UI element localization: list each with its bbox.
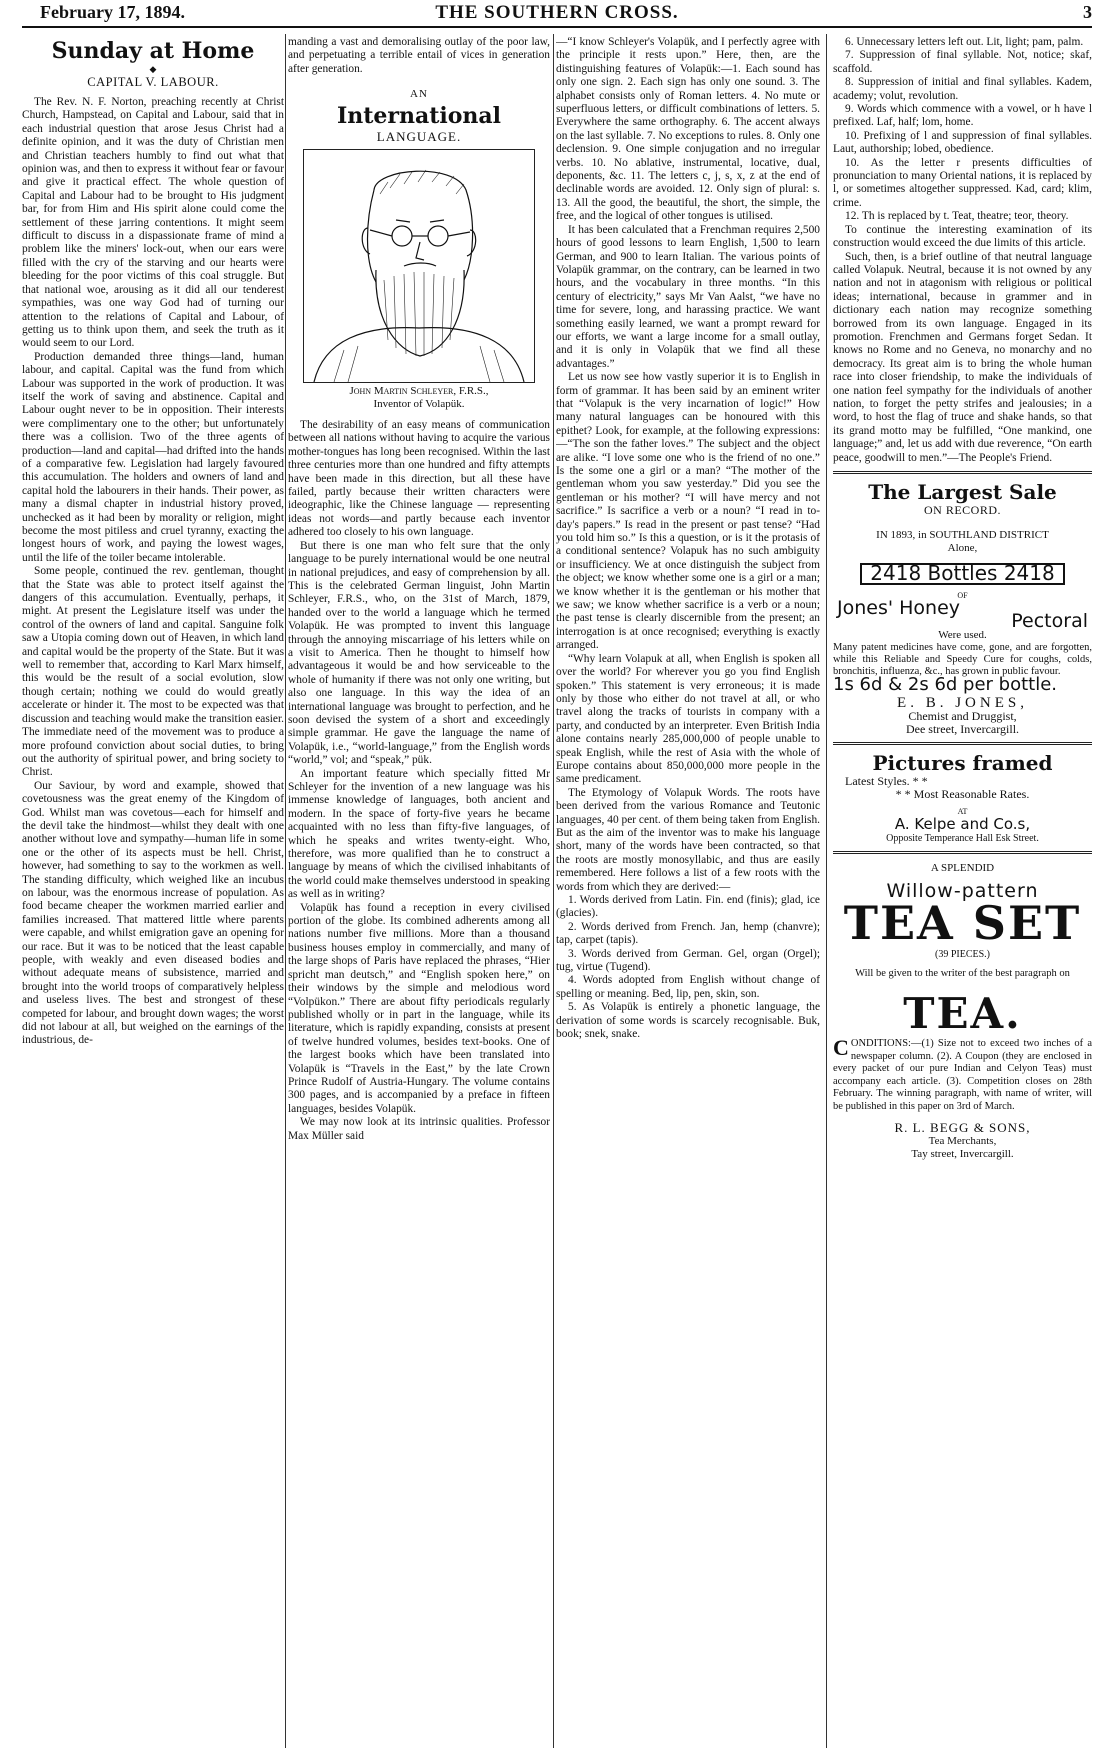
ad-line: Latest Styles. * * [845,774,928,789]
list-item: 10. As the letter r presents difficulties of pronunciation to many Oriental nations, it is replaced by l, or sometimes altogether suppressed. Kad, card; klim, crime. [833,156,1092,209]
list-item: 1. Words derived from Latin. Fin. end (finis); glad, ice (glacies). [556,894,820,920]
paragraph: An important feature which specially fitted Mr Schleyer for the invention of a new language was his immense knowledge of languages, both ancient and modern. In the space of forty-five years he became acquainted with no less than fifty-five languages, of which he speaks and writes twenty-eight. Who, therefore, was more qualified than he to construct a language by means of which the civilised inhabitants of the world could make themselves understood in speaking as well as in writing? [288,767,550,901]
portrait-caption [288,385,550,411]
column-divider [553,34,554,1748]
caption-name: John Martin Schleyer, F.R.S., [349,385,489,398]
list-item: 10. Prefixing of l and suppression of final syllables. Laut, authorship; lobed, obedience. [833,129,1092,156]
caption-role: Inventor of Volapük. [373,398,465,411]
ad-conditions [833,1035,1092,1113]
newspaper-title: THE SOUTHERN CROSS. [435,2,679,23]
ad-divider [833,742,1092,745]
ad-seller-role: Chemist and Druggist, [908,709,1017,724]
ad-body: Many patent medicines have come, gone, and are forgotten, while this Reliable and Speedy Cure for coughs, colds, bronchitis, influenza, &c., has grown in public favour. [833,641,1092,677]
list-item: 9. Words which commence with a vowel, or h have l prefixed. Laf, half; lom, home. [833,103,1092,129]
list-item: 3. Words derived from German. Gel, organ (Orgel); tug, virtue (Tugend). [556,947,820,974]
list-item: 12. Th is replaced by t. Teat, theatre; teor, theory. [845,210,1069,223]
paragraph: Our Saviour, by word and example, showed that covetousness was the great enemy of the Kingdom of God. Whilst man was covetous—each for himself and the devil take the hindmost—whilst they dealt with one another without love and sympathy—human life in some one or the other of its aspects must be hell. Christ, however, had something to say to the workmen as well. The standing difficulty, which weighed like an incubus on labour, was the enormous increase of population. As food became cheaper the workmen married earlier and families increased. That mattered little where parents were capable, and whilst emigration gave an opening for our race. But it was to be noticed that the least capable people, with weakly and even diseased bodies and without adequate means of subsistence, married and brought into the world troops of comparatively helpless and useless lives. The best and strongest of these competed for labour, and brought down wages; the worst did not labour at all, but weighed on the earnings of the industrious, de- [22,779,284,1047]
ad-bottles-box: 2418 Bottles 2418 [860,563,1064,584]
ad-teaset: TEA SET [843,896,1082,951]
column-2 [288,36,550,1748]
ad-product-name: Jones' Honey [837,596,961,619]
paragraph: It has been calculated that a Frenchman requires 2,500 hours of good lessons to learn English, 1,500 to learn German, and 900 to learn Italian. The various points of Volapük grammar, on the contrary, can be learned in two hours, and the vocabulary in three months. “In this century of electricity,” says Mr Van Aalst, “we have no time for severe, long, and harassing practice. We want something easily learned, we want a prompt reward for our efforts, we want a large income for a small outlay, and it is only in Volapük that we find all these advantages.” [556,223,820,370]
list-item: 4. Words adopted from English without change of spelling or meaning. Bed, lip, pen, skin, son. [556,974,820,1000]
ad-line: Were used. [938,628,987,641]
paragraph: Let us now see how vastly superior it is to English in form of grammar. It has been said by an eminent writer that “Volapuk is the very incarnation of logic!” How many natural languages can be honoured with this epithet? Look, for example, at the following expressions:—“The son the father loves.” The subject and the object are alike. “I love some one who is the friend of no one.” Is the some one a girl or a man? “The mother of the gentleman whom you saw yesterday.” Did you see the gentleman or his mother? “I will have mercy and not sacrifice.” Is sacrifice a verb or a noun? “I read in to-day's papers.” Is read in the present or past tense? “Had you told him so.” Is this a question, or is it the protasis of a conditional sentence? Volapuk has no such ambiguity or insufficiency. We at once distinguish the subject from the object; we know whether some one is a girl or a man; we know whether it is the gentleman or his mother that we saw; we know whether sacrifice is a verb or a noun; the past tense is clearly discernible from the present; an interrogation is at once recognised; everything is exactly arranged. [556,371,820,652]
paragraph: Some people, continued the rev. gentleman, thought that the State was able to protect itself against the dangers of this accumulation. Eventually, perhaps, it might. At present the Legislature itself was under the control of the owners of land and capital. Sanguine folk saw a Utopia coming down out of Heaven, in which land and capital would be the property of the State. But it was well to remember that, according to Karl Marx himself, this would be the result of a social evolution, slow though certain; nothing we could do would greatly accelerate or hinder it. The most to be expected was that discussion and teaching would make the transition easier. The immediate need of the movement was to produce a more profound conviction about social duties, to bring out the authority of spiritual power, and bring society to Christ. [22,565,284,779]
ad-line: IN 1893, in SOUTHLAND DISTRICT [876,529,1049,542]
ad-line: OF [957,590,968,600]
list-item: 7. Suppression of final syllable. Not, notice; skaf, scaffold. [833,49,1092,75]
ad-tea: TEA. [903,989,1022,1039]
ad-firm-role: Tea Merchants, [928,1134,997,1147]
list-item: 2. Words derived from French. Jan, hemp (chanvre); tap, carpet (tapis). [556,920,820,947]
ad-product-name: Pectoral [1011,610,1088,633]
ad-line: AT [957,807,968,817]
paragraph: “Why learn Volapuk at all, when English is spoken all over the world? For wherever you go you find English spoken.” This statement is very erroneous; it is made only by those who either do not travel at all, or who travel along the tracks of tourists in company with a party, and conducted by an interpreter. Even British India alone contains nearly 285,000,000 of people unable to speak English, while the rest of Asia with the whole of Europe contains about 850,000,000 more people in the same predicament. [556,652,820,786]
page-number: 3 [1083,2,1092,22]
ad-firm: R. L. BEGG & SONS, [894,1120,1031,1136]
ad-firm-address: Tay street, Invercargill. [911,1147,1014,1160]
issue-date: February 17, 1894. [40,2,185,22]
ad-price: 1s 6d & 2s 6d per bottle. [833,673,1058,695]
paragraph: The Rev. N. F. Norton, preaching recently at Christ Church, Hampstead, on Capital and Labour, said that in each industrial question that arose Jesus Christ had a definite opinion, and it was the duty of Christian men and Christian teachers humbly to find out what that opinion was, and then to express it without fear or favour and give it practical effect. The whole question of Capital and Labour had to be brought to His judgment bar, for from Him and His spirit alone could come the settlement of these jarring contentions. It might seem difficult to discuss in a dispassionate frame of mind a problem like the miners' lock-out, when our ears were filled with the cry of the starving and our hearts were bleeding for the poor victims of this coal struggle. But that national woe, arousing as it did all our tenderest sympathies, was one way God had of turning our attention to the relations of Capital and Labour, of getting us to think upon them, and seek the truth as it would seem to our Lord. [22,96,284,350]
list-item: 6. Unnecessary letters left out. Lit, light; pam, palm. [845,36,1084,48]
ad-seller-address: Dee street, Invercargill. [905,722,1020,737]
advertisement-pictures-framed [833,751,1092,844]
advertisement-tea-set [833,862,1092,1161]
article-heading-international: International [336,102,502,129]
ad-title: Pictures framed [872,751,1053,776]
list-item: 8. Suppression of initial and final syllables. Kadem, academy; volut, revolution. [833,76,1092,102]
ad-line: Will be given to the writer of the best paragraph on [855,968,1070,980]
portrait-illustration [303,149,535,383]
masthead [22,0,1092,28]
column-divider [826,34,827,1748]
ad-firm: A. Kelpe and Co.s, [894,815,1031,834]
ad-willow: Willow-pattern [886,879,1039,902]
paragraph: To continue the interesting examination of its construction would exceed the due limits of this article. [833,223,1092,250]
ad-seller: E. B. JONES, [897,695,1028,712]
paragraph: Production demanded three things—land, human labour, and capital. Capital was the fund from which Labour was supported in the work of production. It was itself the work of saving and abstinence. Capital and Labour ought never to be in opposition. Their interests were complimentary one to the other; but unfortunately there was a collision. Two of the three agents of production—land and capital—had drifted into the hands of a comparative few. Legislation had largely favoured this accumulation. The holders and owners of land and capital hold the labourers in their hands. Their power, as many a dismal chapter in industrial history proved, unchecked as it had been by morality or religion, might become the most pitiless and cruel tyranny, exacting the longest hours of work, and paying the lowest wages, until the life of the toiler became intolerable. [22,350,284,564]
article-heading-sunday-at-home: Sunday at Home [51,38,255,64]
paragraph: But there is one man who felt sure that the only language to be purely international would be one neutral in national prejudices, and easy of comprehension by all. This is the celebrated German linguist, John Martin Schleyer, F.R.S., who, on the 31st of March, 1879, handed over to the world a language which he termed Volapük. He was prompted to invent this language through the annoying miscarriage of his letters while on a visit to America. Then he thought to himself how advantageous it would be and how serviceable to the whole of humanity if there was not only one writing, but also one language. In this way the idea of an international language was brought to perfection, and he soon devised the system of a short and exceedingly simple grammar. He gave the language the name of Volapük, i.e., “world-language,” from the English words “world,” vol; and “speak,” pük. [288,539,550,767]
ad-divider [833,851,1092,854]
paragraph: Volapük has found a reception in every civilised portion of the globe. Its combined adherents among all nations number five millions. More than a thousand business houses employ in commercially, and many of the large shops of Paris have replaced the phrases, “Hier spricht man deutsch,” and “English spoken here,” on their windows by the simple and melodious word “Volpükon.” There are about fifty periodicals regularly published wholly or in part in the language, while its literature, which is rapidly expanding, consists at present of twelve hundred volumes, besides text-books. One of the largest books which have been translated into Volapük is “Travels in the East,” by the late Crown Prince Rudolf of Austria-Hungary. The volume contains 300 pages, and is accompanied by a preface in fifteen languages, besides Volapük. [288,901,550,1115]
advertisement-jones-honey [833,480,1092,736]
article-kicker: AN [410,88,428,101]
paragraph-continuation: manding a vast and demoralising outlay of the poor law, and perpetuating a terrible entail of vices in generation after generation. [288,36,550,75]
paragraph: We may now look at its intrinsic qualities. Professor Max Müller said [288,1116,550,1142]
ad-line: * * Most Reasonable Rates. [895,787,1030,802]
article-heading-language: LANGUAGE. [376,128,462,144]
ad-line: A SPLENDID [930,861,995,874]
column-4 [833,36,1092,1748]
paragraph: The Etymology of Volapuk Words. The roots have been derived from the various Romance and Teutonic languages, 40 per cent. of them being taken from English. But as the aim of the inventor was to make his language short, many of the words have been contracted, so that the roots are mostly monosyllabic, and thus are easily remembered. Here follows a list of a few roots with the words from which they are derived:— [556,786,820,893]
ad-subtitle: ON RECORD. [923,503,1001,517]
dropcap: C [833,1035,849,1061]
paragraph: —“I know Schleyer's Volapük, and I perfectly agree with the principle it rests upon.” Here, then, are the distinguishing features of Volapük:—1. Each sound has only one sign. 2. Each sign has only one sound. 3. The alphabet consists only of Roman letters. 4. No mute or superfluous letters, or difficult combinations of letters. 5. Everywhere the same orthography. 6. The accent always on the last syllable. 7. No exceptions to rules. 8. Only one declension. 9. One simple conjugation and no irregular verbs. 10. No ablative, instrumental, locative, dual, deponents, &c. 11. The letters c, j, s, x, z at the end of declinable words are avoided. 12. Only sign of plural: s. 13. All the good, the beautiful, the short, the simple, the free, and the logical of other tongues is utilised. [556,36,820,223]
paragraph: The desirability of an easy means of communication between all nations without having to acquire the various mother-tongues has long been recognised. Within the last three centuries more than one hundred and fifty attempts have been made in this direction, but all these have failed, partly because their written characters were ideographic, like the Chinese language — representing ideas not words—and partly because each inventor adhered too closely to his own language. [288,419,550,539]
ad-address: Opposite Temperance Hall Esk Street. [886,832,1039,844]
article-subhead: CAPITAL V. LABOUR. [87,75,219,89]
paragraph: Such, then, is a brief outline of that neutral language called Volapuk. Neutral, because it is not owned by any nation and not in atagonism with religious or political ideas; international, because in grammer and in dictionary each nation may recognize something borrowed from its own language. Engaged in its promotion. Frenchmen and Germans forget Sedan. It knows no Rome and no Geneva, no monarchy and no democracy. Its great aim is to bring the whole human race into closer friendship, to make the individuals of one nation feel sympathy for the individuals of another nation, to forget the petty strifes and jealousies; in a word, to host the flag of truce and shake hands, so that its grand motto may be fulfilled, “One mankind, one language;” and, let us add with due reverence, “On earth peace, goodwill to men.”—The People's Friend. [833,250,1092,464]
ad-conditions-text: ONDITIONS:—(1) Size not to exceed two inches of a newspaper column. (2). A Coupon (they are enclosed in every packet of our pure Indian and Celyon Teas) must accompany each article. (3). Competition closes on 28th February. The winning paragraph, with name of writer, will be published in this paper on 3rd of March. [833,1038,1092,1112]
column-3 [556,36,820,1748]
ad-line: Alone, [947,542,978,555]
ad-pieces: (39 PIECES.) [935,949,990,961]
ad-divider [833,471,1092,474]
column-1 [22,36,284,1748]
column-divider [285,34,286,1748]
ad-title: The Largest Sale [868,480,1057,504]
list-item: 5. As Volapük is entirely a phonetic language, the derivation of some words is scarcely recognisable. Buk, book; snek, snake. [556,1001,820,1041]
diamond-ornament-icon: ◆ [149,64,157,74]
